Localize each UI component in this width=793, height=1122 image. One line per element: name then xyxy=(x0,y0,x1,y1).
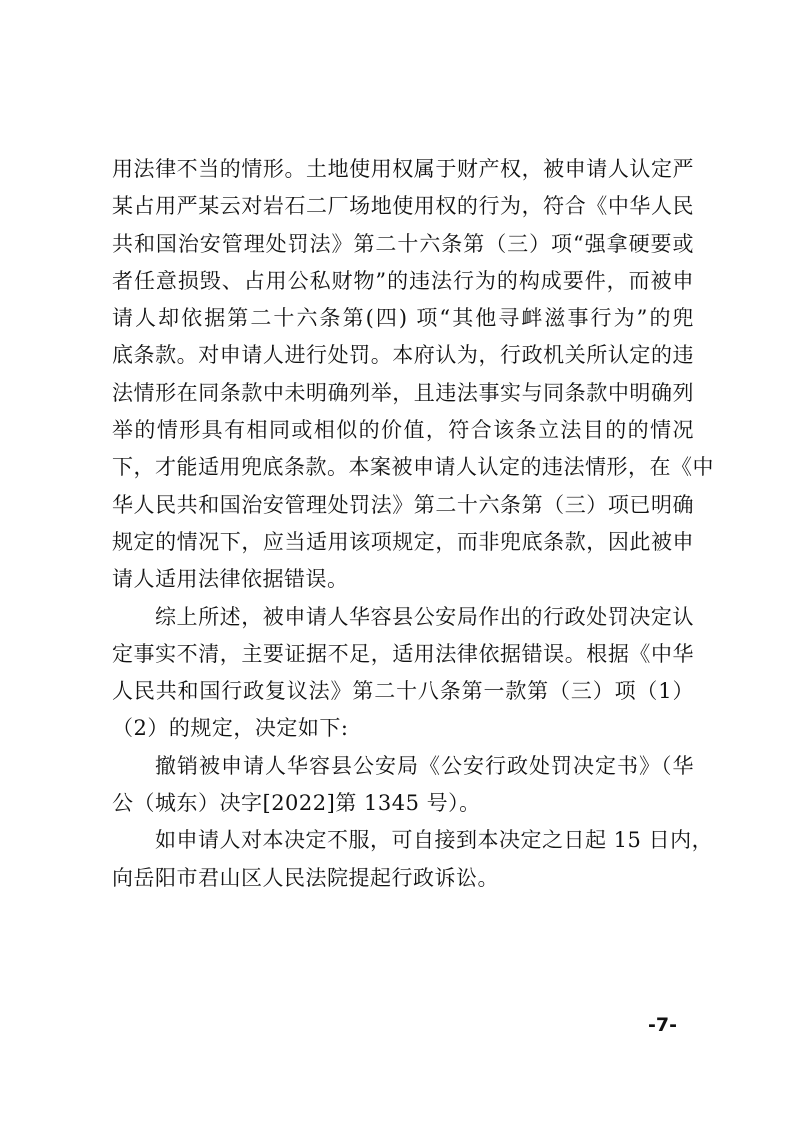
text-line: 请人却依据第二十六条第(四) 项“其他寻衅滋事行为”的兜 xyxy=(112,306,694,331)
text-line: （2）的规定，决定如下: xyxy=(112,716,349,741)
text-line: 者任意损毁、占用公私财物”的违法行为的构成要件，而被申 xyxy=(112,268,694,293)
text-line: 请人适用法律依据错误。 xyxy=(112,567,349,592)
text-line: 华人民共和国治安管理处罚法》第二十六条第（三）项已明确 xyxy=(112,492,694,517)
text-line: 综上所述，被申请人华容县公安局作出的行政处罚决定认 xyxy=(155,604,694,629)
text-line: 公（城东）决字[2022]第 1345 号）。 xyxy=(112,791,481,816)
text-line: 如申请人对本决定不服，可自接到本决定之日起 15 日内， xyxy=(155,828,714,853)
text-line: 举的情形具有相同或相似的价值，符合该条立法目的的情况 xyxy=(112,418,694,443)
text-line: 下，才能适用兜底条款。本案被申请人认定的违法情形，在《中 xyxy=(112,455,714,480)
text-line: 规定的情况下，应当适用该项规定，而非兜底条款，因此被申 xyxy=(112,529,694,554)
text-line: 向岳阳市君山区人民法院提起行政诉讼。 xyxy=(112,865,499,890)
text-line: 定事实不清，主要证据不足，适用法律依据错误。根据《中华 xyxy=(112,641,694,666)
text-line: 共和国治安管理处罚法》第二十六条第（三）项“强拿硬要或 xyxy=(112,231,694,256)
text-line: 法情形在同条款中未明确列举，且违法事实与同条款中明确列 xyxy=(112,380,694,405)
document-body xyxy=(112,151,714,897)
page-number: -7- xyxy=(648,1014,677,1036)
text-line: 某占用严某云对岩石二厂场地使用权的行为，符合《中华人民 xyxy=(112,194,694,219)
text-line: 撤销被申请人华容县公安局《公安行政处罚决定书》（华 xyxy=(155,753,694,778)
text-line: 用法律不当的情形。土地使用权属于财产权，被申请人认定严 xyxy=(112,157,694,181)
text-line: 底条款。对申请人进行处罚。本府认为，行政机关所认定的违 xyxy=(112,343,694,368)
text-line: 人民共和国行政复议法》第二十八条第一款第（三）项（1） xyxy=(112,679,694,704)
